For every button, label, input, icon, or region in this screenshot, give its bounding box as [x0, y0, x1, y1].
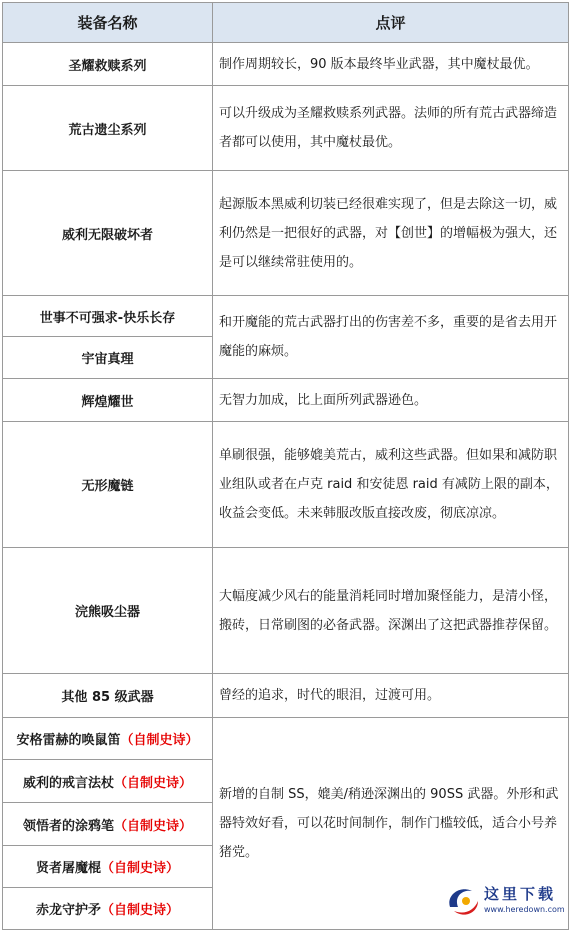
epic-tag: （自制史诗） [114, 818, 193, 834]
weapon-name: 荒古遗尘系列 [3, 86, 213, 171]
site-watermark [444, 877, 568, 925]
header-name: 装备名称 [3, 3, 213, 43]
weapon-name [3, 888, 213, 930]
weapon-name: 浣熊吸尘器 [3, 548, 213, 674]
epic-tag: （自制史诗） [101, 903, 180, 918]
weapon-name-text: 威利的戒言法杖 [22, 775, 114, 791]
weapon-name-text: 安格雷赫的唤鼠笛 [16, 733, 121, 748]
weapon-comment: 起源版本黑威利切装已经很难实现了，但是去除这一切，威利仍然是一把很好的武器，对【创世】的增幅极为强大，还是可以继续常驻使用的。 [213, 171, 569, 296]
weapon-comment: 制作周期较长，90 版本最终毕业武器，其中魔杖最优。 [213, 43, 569, 86]
header-comment: 点评 [213, 3, 569, 43]
watermark-text: 这里下载 [484, 885, 557, 903]
watermark-url: www.heredown.com [484, 905, 565, 914]
weapon-name: 其他 85 级武器 [3, 674, 213, 718]
weapon-review-table [2, 2, 569, 930]
weapon-name-text: 赤龙守护矛 [35, 903, 101, 918]
weapon-comment: 新增的自制 SS，媲美/稍逊深渊出的 90SS 武器。外形和武器特效好看，可以花时间制作，制作门槛较低，适合小号养猪党。 [213, 718, 569, 930]
table-header-row [3, 3, 569, 43]
table-row [3, 171, 569, 296]
epic-tag: （自制史诗） [114, 775, 193, 791]
weapon-comment: 和开魔能的荒古武器打出的伤害差不多，重要的是省去用开魔能的麻烦。 [213, 296, 569, 379]
weapon-name [3, 760, 213, 803]
weapon-name-text: 领悟者的涂鸦笔 [22, 818, 114, 834]
weapon-name: 世事不可强求-快乐长存 [3, 296, 213, 337]
table-row [3, 296, 569, 337]
table-row [3, 43, 569, 86]
weapon-name: 威利无限破坏者 [3, 171, 213, 296]
table-row [3, 548, 569, 674]
epic-tag: （自制史诗） [120, 733, 199, 748]
weapon-name: 辉煌耀世 [3, 379, 213, 422]
weapon-comment: 单刷很强，能够媲美荒古，威利这些武器。但如果和减防职业组队或者在卢克 raid 和安徒恩 raid 有减防上限的副本，收益会变低。未来韩服改版直接改废，彻底凉凉。 [213, 422, 569, 548]
weapon-comment: 无智力加成，比上面所列武器逊色。 [213, 379, 569, 422]
table-row [3, 379, 569, 422]
weapon-name: 宇宙真理 [3, 337, 213, 379]
swirl-logo-icon [444, 881, 482, 921]
weapon-comment: 可以升级成为圣耀救赎系列武器。法师的所有荒古武器缔造者都可以使用，其中魔杖最优。 [213, 86, 569, 171]
table-row [3, 86, 569, 171]
table-row [3, 718, 569, 760]
table-row [3, 674, 569, 718]
weapon-name [3, 803, 213, 846]
weapon-name: 圣耀救赎系列 [3, 43, 213, 86]
weapon-name-text: 贤者屠魔棍 [35, 861, 101, 876]
weapon-name [3, 846, 213, 888]
weapon-name [3, 718, 213, 760]
weapon-name: 无形魔链 [3, 422, 213, 548]
table-row [3, 422, 569, 548]
weapon-comment: 大幅度减少风右的能量消耗同时增加聚怪能力，是清小怪，搬砖，日常刷图的必备武器。深渊出了这把武器推荐保留。 [213, 548, 569, 674]
weapon-comment: 曾经的追求，时代的眼泪，过渡可用。 [213, 674, 569, 718]
epic-tag: （自制史诗） [101, 861, 180, 876]
